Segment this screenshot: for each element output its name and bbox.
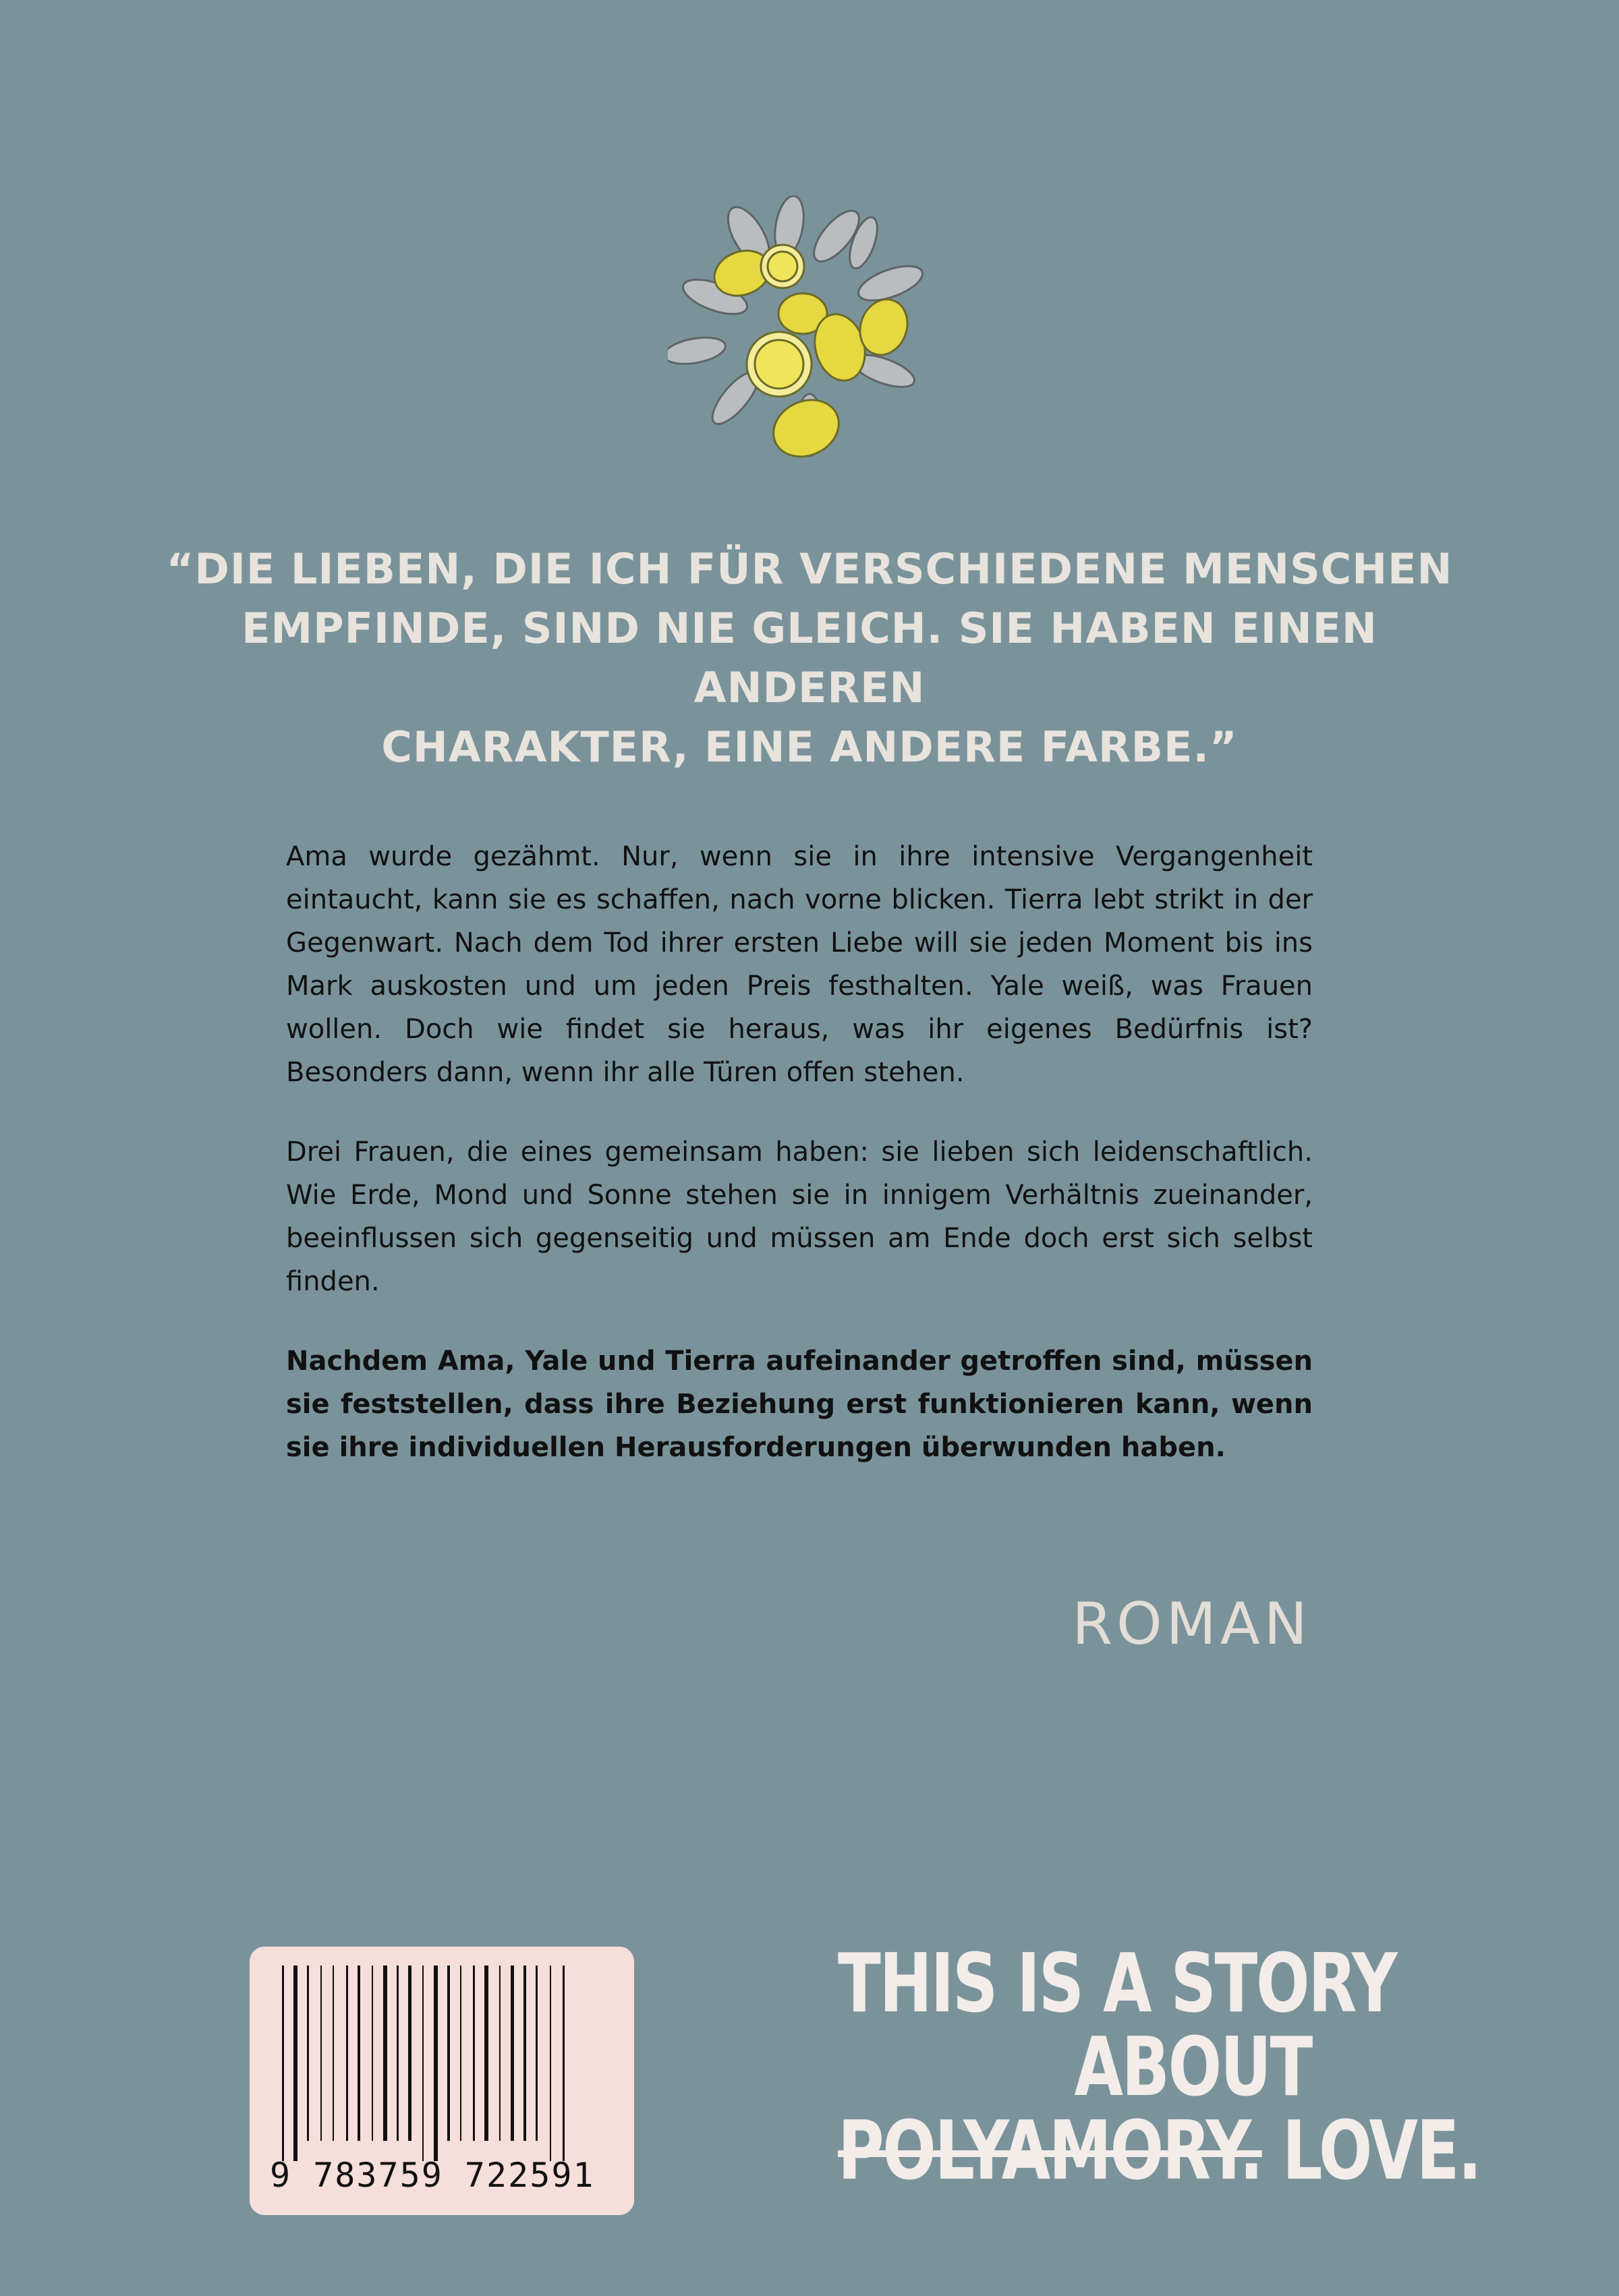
barcode-bar xyxy=(383,1965,387,2141)
tagline-line-3 xyxy=(838,2104,1481,2198)
barcode-bar xyxy=(563,1965,565,2161)
tagline-struck-word: POLYAMORY. xyxy=(838,2104,1262,2198)
barcode-bar xyxy=(333,1965,334,2141)
quote-line-1: “DIE LIEBEN, DIE ICH FÜR VERSCHIEDENE MENSCHEN xyxy=(166,544,1453,594)
barcode-bar xyxy=(372,1965,373,2141)
barcode-bar xyxy=(434,1965,438,2161)
barcode-bar xyxy=(397,1965,399,2141)
isbn-number: 9 783759 722591 xyxy=(270,2156,595,2195)
barcode-bar xyxy=(550,1965,551,2161)
barcode-bar xyxy=(536,1965,538,2141)
barcode-bar xyxy=(473,1965,475,2141)
blurb-paragraph-2: Drei Frauen, die eines gemeinsam haben: sie lieben sich leidenschaftlich. Wie Erde, Mond und Sonne stehen sie in innigem Verhältnis zueinander, beeinflussen sich gegenseitig und müssen am Ende doch erst sich selbst finden. xyxy=(286,1137,1313,1297)
barcode-bar xyxy=(320,1965,322,2141)
pull-quote xyxy=(135,540,1484,777)
barcode-bar xyxy=(460,1965,461,2141)
tagline-line-2: ABOUT xyxy=(1074,2021,1311,2115)
blurb-paragraph-3: Nachdem Ama, Yale und Tierra aufeinander getroffen sind, müssen sie feststellen, dass ihre Beziehung erst funktionieren kann, wenn sie ihre individuellen Herausforderungen überwunden haben. xyxy=(286,1346,1313,1463)
barcode-bar xyxy=(422,1965,424,2161)
tagline-line-1: THIS IS A STORY xyxy=(838,1937,1396,2031)
tagline-final-word: LOVE. xyxy=(1282,2104,1481,2198)
barcode-bar xyxy=(358,1965,360,2141)
quote-line-2: EMPFINDE, SIND NIE GLEICH. SIE HABEN EINEN ANDEREN xyxy=(242,604,1377,712)
barcode-bar xyxy=(511,1965,514,2141)
barcode-bar xyxy=(523,1965,526,2141)
barcode-bar xyxy=(307,1965,309,2141)
book-blurb xyxy=(286,835,1313,1505)
barcode-bar xyxy=(346,1965,348,2141)
genre-label: ROMAN xyxy=(1072,1590,1311,1658)
barcode-icon xyxy=(273,1965,610,2161)
barcode-bar xyxy=(447,1965,450,2141)
lemon-branch-icon xyxy=(668,196,951,479)
quote-line-3: CHARAKTER, EINE ANDERE FARBE.” xyxy=(381,722,1238,772)
barcode-bar xyxy=(282,1965,284,2161)
barcode-bar xyxy=(499,1965,501,2141)
barcode-bar xyxy=(293,1965,297,2161)
barcode-box xyxy=(250,1947,634,2215)
blurb-paragraph-1: Ama wurde gezähmt. Nur, wenn sie in ihre intensive Vergangenheit eintaucht, kann sie es schaffen, nach vorne blicken. Tierra lebt strikt in der Gegenwart. Nach dem Tod ihrer ersten Liebe will sie jeden Moment bis ins Mark auskosten und um jeden Preis festhalten. Yale weiß, was Frauen wollen. Doch wie findet sie heraus, was ihr eigenes Bedürfnis ist? Besonders dann, wenn ihr alle Türen offen stehen. xyxy=(286,841,1313,1088)
tagline xyxy=(838,1937,1481,2198)
barcode-bar xyxy=(484,1965,488,2141)
barcode-bar xyxy=(408,1965,411,2141)
